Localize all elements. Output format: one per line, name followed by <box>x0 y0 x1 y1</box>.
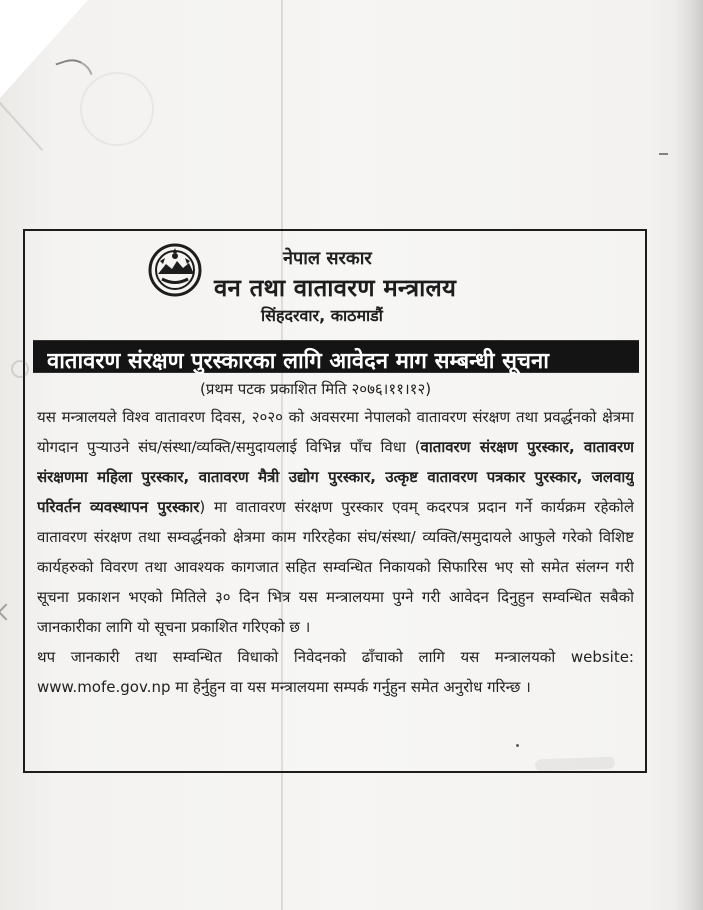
folded-corner <box>0 0 88 98</box>
notice-paragraph-1 <box>37 402 634 642</box>
notice-box <box>23 229 647 773</box>
ministry-website-link[interactable]: www.mofe.gov.np <box>37 678 171 696</box>
ministry-address: सिंहदरवार, काठमाडौं <box>261 306 383 325</box>
paragraph-1-details: ) मा वातावरण संरक्षण पुरस्कार एवम् कदरपत्र प्रदान गर्ने कार्यक्रम रहेकोले वातावरण संरक्षण तथा सम्वर्द्धनको क्षेत्रमा काम गरिरहेका संघ/संस्था/ व्यक्ति/समुदायले आफुले गरेको विशिष्ट कार्यहरुको विवरण तथा आवश्यक कागजात सहित सम्वन्धित निकायको सिफारिस भए सो समेत संलग्न गरी सूचना प्रकाशन भएको मितिले ३० दिन भित्र यस मन्त्रालयमा पुग्ने गरी आवेदन दिनुहुन सम्वन्धित सबैको जानकारीका लागि यो सूचना प्रकाशित गरिएको छ । <box>37 498 634 636</box>
notice-title: वातावरण संरक्षण पुरस्कारका लागि आवेदन माग सम्बन्धी सूचना <box>47 349 549 374</box>
bleedthrough-emblem-shape <box>80 72 154 146</box>
paragraph-2-intro: थप जानकारी तथा सम्वन्धित विधाको निवेदनको ढाँचाको लागि यस मन्त्रालयको website: <box>37 648 634 666</box>
government-name: नेपाल सरकार <box>283 248 372 269</box>
ministry-name: वन तथा वातावरण मन्त्रालय <box>214 274 457 302</box>
notice-body <box>37 402 634 762</box>
margin-arrow-mark <box>0 604 14 621</box>
notice-paragraph-2 <box>37 642 634 702</box>
paragraph-1-intro: यस मन्त्रालयले विश्व वातावरण दिवस, २०२० को अवसरमा नेपालको वातावरण संरक्षण तथा प्रवर्द्धनको क्षेत्रमा योगदान पुऱ्याउने संघ/संस्था/व्यक्ति/समुदायलाई विभिन्न पाँच विधा ( <box>37 408 634 456</box>
notice-title-bar <box>33 340 639 373</box>
notice-header <box>25 231 645 329</box>
nepal-government-emblem-icon <box>148 243 202 297</box>
margin-circle-mark <box>11 360 29 378</box>
award-categories: वातावरण संरक्षण पुरस्कार, वातावरण संरक्षणमा महिला पुरस्कार, वातावरण मैत्री उद्योग पुरस्कार, उत्कृष्ट वातावरण पत्रकार पुरस्कार, जलवायु परिवर्तन व्यवस्थापन पुरस्कार <box>37 438 634 516</box>
paragraph-2-closing: मा हेर्नुहुन वा यस मन्त्रालयमा सम्पर्क गर्नुहुन समेत अनुरोध गरिन्छ । <box>170 678 531 696</box>
ink-dot-mark <box>516 744 519 747</box>
ink-dash-mark <box>659 153 668 155</box>
published-date: (प्रथम पटक प्रकाशित मिति २०७६।११।१२) <box>200 380 432 398</box>
page-edge-shadow <box>675 0 703 910</box>
